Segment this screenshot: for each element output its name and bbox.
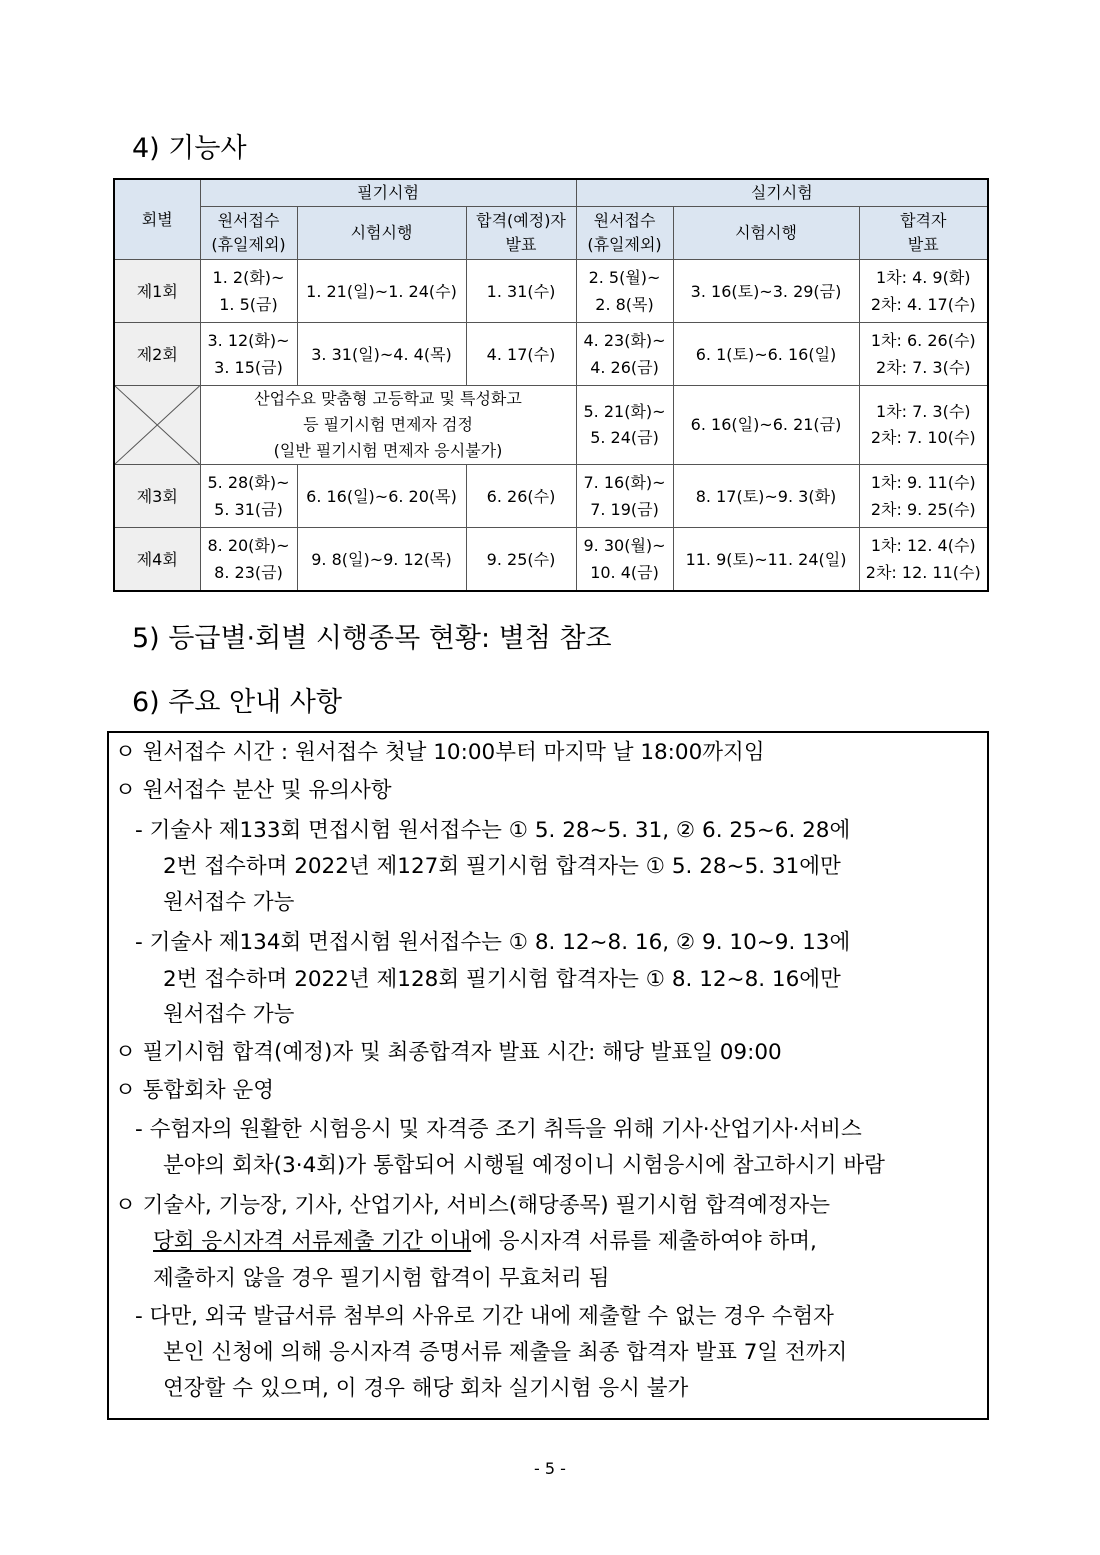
round-cell: 제1회 <box>114 260 200 323</box>
crossed-out-cell <box>114 386 200 465</box>
written-result-cell: 4. 17(수) <box>466 323 576 386</box>
written-exam-cell: 9. 8(일)~9. 12(목) <box>297 528 466 592</box>
round-cell: 제4회 <box>114 528 200 592</box>
table-row <box>114 260 988 323</box>
notice-subitem-cont: 원서접수 가능 <box>163 890 295 915</box>
final-result-cell: 1차: 6. 26(수) 2차: 7. 3(수) <box>859 323 988 386</box>
header-practical: 실기시험 <box>576 179 988 207</box>
header-written-result: 합격(예정)자 발표 <box>466 207 576 260</box>
notice-bullet: ㅇ 원서접수 시간 : 원서접수 첫날 10:00부터 마지막 날 18:00까지임 <box>115 740 765 765</box>
notice-box <box>107 731 989 1420</box>
practical-exam-cell: 6. 16(일)~6. 21(금) <box>673 386 859 465</box>
practical-apply-cell: 2. 5(월)~ 2. 8(목) <box>576 260 673 323</box>
round-cell: 제2회 <box>114 323 200 386</box>
final-result-cell: 1차: 12. 4(수) 2차: 12. 11(수) <box>859 528 988 592</box>
practical-exam-cell: 11. 9(토)~11. 24(일) <box>673 528 859 592</box>
notice-bullet: ㅇ 원서접수 분산 및 유의사항 <box>115 778 392 803</box>
notice-subitem-cont: 분야의 회차(3·4회)가 통합되어 시행될 예정이니 시험응시에 참고하시기 바람 <box>163 1153 885 1178</box>
written-apply-cell: 5. 28(화)~ 5. 31(금) <box>200 465 297 528</box>
header-final-result: 합격자 발표 <box>859 207 988 260</box>
final-result-cell: 1차: 4. 9(화) 2차: 4. 17(수) <box>859 260 988 323</box>
notice-bullet-cont: 제출하지 않을 경우 필기시험 합격이 무효처리 됨 <box>153 1266 610 1291</box>
notice-bullet: ㅇ 필기시험 합격(예정)자 및 최종합격자 발표 시간: 해당 발표일 09:00 <box>115 1040 782 1065</box>
table-row <box>114 465 988 528</box>
practical-apply-cell: 5. 21(화)~ 5. 24(금) <box>576 386 673 465</box>
notice-subitem-cont: 본인 신청에 의해 응시자격 증명서류 제출을 최종 합격자 발표 7일 전까지 <box>163 1340 848 1365</box>
header-practical-exam: 시험시행 <box>673 207 859 260</box>
written-exam-cell: 6. 16(일)~6. 20(목) <box>297 465 466 528</box>
written-apply-cell: 1. 2(화)~ 1. 5(금) <box>200 260 297 323</box>
table-row <box>114 528 988 592</box>
table-row <box>114 386 988 465</box>
section-heading-5: 5) 등급별·회별 시행종목 현황: 별첨 참조 <box>132 623 612 654</box>
header-written-exam: 시험시행 <box>297 207 466 260</box>
notice-subitem: - 기술사 제134회 면접시험 원서접수는 ① 8. 12~8. 16, ② 9. 10~9. 13에 <box>135 930 851 955</box>
header-round: 회별 <box>114 179 200 260</box>
written-result-cell: 6. 26(수) <box>466 465 576 528</box>
written-result-cell: 1. 31(수) <box>466 260 576 323</box>
notice-subitem: - 수험자의 원활한 시험응시 및 자격증 조기 취득을 위해 기사·산업기사·서비스 <box>135 1117 862 1142</box>
practical-apply-cell: 7. 16(화)~ 7. 19(금) <box>576 465 673 528</box>
notice-subitem-cont: 2번 접수하며 2022년 제128회 필기시험 합격자는 ① 8. 12~8. 16에만 <box>163 967 841 992</box>
schedule-table <box>113 178 989 592</box>
written-apply-cell: 3. 12(화)~ 3. 15(금) <box>200 323 297 386</box>
notice-bullet: ㅇ 통합회차 운영 <box>115 1078 275 1103</box>
final-result-cell: 1차: 7. 3(수) 2차: 7. 10(수) <box>859 386 988 465</box>
written-exam-cell: 3. 31(일)~4. 4(목) <box>297 323 466 386</box>
practical-exam-cell: 6. 1(토)~6. 16(일) <box>673 323 859 386</box>
notice-subitem-cont: 2번 접수하며 2022년 제127회 필기시험 합격자는 ① 5. 28~5. 31에만 <box>163 854 841 879</box>
notice-bullet-cont: 당회 응시자격 서류제출 기간 이내에 응시자격 서류를 제출하여야 하며, <box>153 1229 817 1254</box>
practical-apply-cell: 4. 23(화)~ 4. 26(금) <box>576 323 673 386</box>
notice-subitem-cont: 원서접수 가능 <box>163 1002 295 1027</box>
header-written-apply: 원서접수 (휴일제외) <box>200 207 297 260</box>
notice-subitem: - 다만, 외국 발급서류 첨부의 사유로 기간 내에 제출할 수 없는 경우 수험자 <box>135 1304 834 1329</box>
section-heading-6: 6) 주요 안내 사항 <box>132 687 342 718</box>
header-written: 필기시험 <box>200 179 576 207</box>
special-exam-note: 산업수요 맞춤형 고등학교 및 특성화고 등 필기시험 면제자 검정 (일반 필기시험 면제자 응시불가) <box>200 386 576 465</box>
practical-apply-cell: 9. 30(월)~ 10. 4(금) <box>576 528 673 592</box>
diagonal-cross-icon <box>115 386 200 464</box>
notice-subitem: - 기술사 제133회 면접시험 원서접수는 ① 5. 28~5. 31, ② 6. 25~6. 28에 <box>135 818 851 843</box>
notice-bullet: ㅇ 기술사, 기능장, 기사, 산업기사, 서비스(해당종목) 필기시험 합격예정자는 <box>115 1193 831 1218</box>
notice-subitem-cont: 연장할 수 있으며, 이 경우 해당 회차 실기시험 응시 불가 <box>163 1376 689 1401</box>
underlined-deadline: 당회 응시자격 서류제출 기간 이내 <box>153 1229 472 1254</box>
header-practical-apply: 원서접수 (휴일제외) <box>576 207 673 260</box>
practical-exam-cell: 8. 17(토)~9. 3(화) <box>673 465 859 528</box>
table-row <box>114 323 988 386</box>
round-cell: 제3회 <box>114 465 200 528</box>
page-number: - 5 - <box>534 1459 566 1478</box>
section-heading-4: 4) 기능사 <box>132 133 247 164</box>
final-result-cell: 1차: 9. 11(수) 2차: 9. 25(수) <box>859 465 988 528</box>
practical-exam-cell: 3. 16(토)~3. 29(금) <box>673 260 859 323</box>
written-apply-cell: 8. 20(화)~ 8. 23(금) <box>200 528 297 592</box>
written-result-cell: 9. 25(수) <box>466 528 576 592</box>
written-exam-cell: 1. 21(일)~1. 24(수) <box>297 260 466 323</box>
